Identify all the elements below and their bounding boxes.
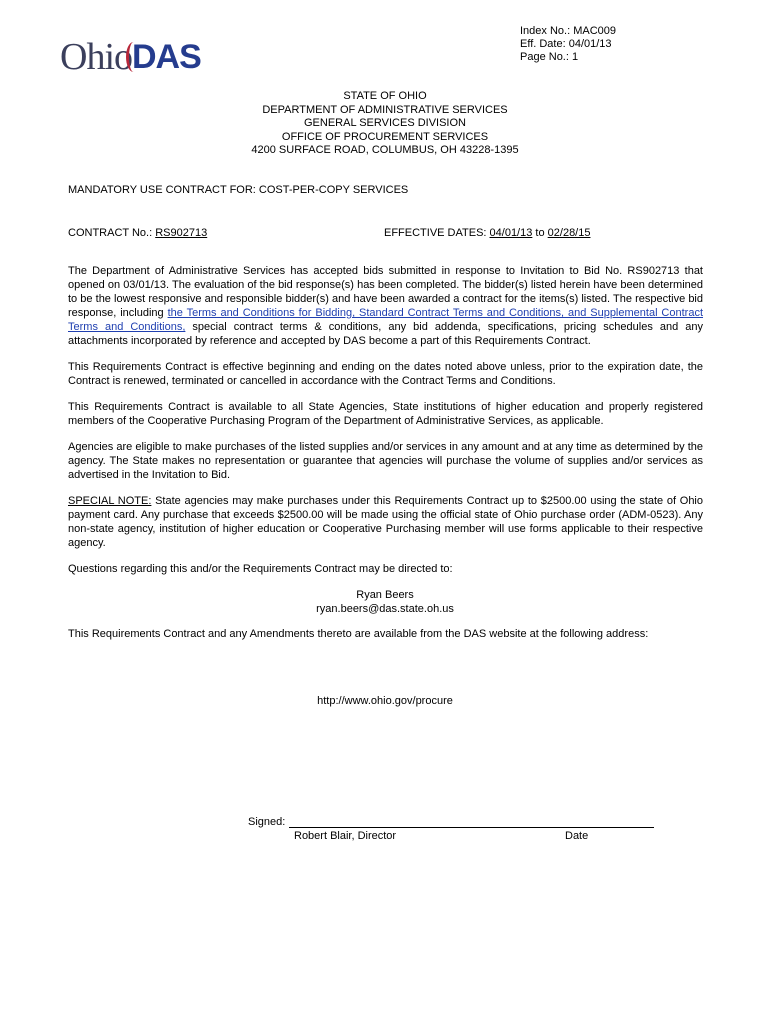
agency-line-department: DEPARTMENT OF ADMINISTRATIVE SERVICES <box>262 103 508 116</box>
effective-end-date: 02/28/15 <box>547 227 591 239</box>
logo-swoosh-icon <box>126 42 141 72</box>
contract-number-value: RS902713 <box>155 227 208 239</box>
paragraph-effective-period: This Requirements Contract is effective beginning and ending on the dates noted above unless, prior to the expiration date, the Contract is renewed, terminated or cancelled in accordance with the Contract Terms and Conditions. <box>68 361 703 387</box>
agency-line-division: GENERAL SERVICES DIVISION <box>304 117 466 130</box>
effective-dates <box>384 227 590 239</box>
contact-name: Ryan Beers <box>356 589 414 601</box>
index-number: Index No.: MAC009 <box>520 25 616 37</box>
contract-number <box>68 227 207 239</box>
logo-das-label: DAS <box>132 38 201 76</box>
ohio-das-logo <box>60 34 201 78</box>
logo-ohio-text: Ohio <box>60 36 132 78</box>
signature-rule <box>289 817 654 828</box>
paragraph-award <box>68 264 703 348</box>
contract-number-label: CONTRACT No.: <box>68 227 156 239</box>
logo-das-text <box>132 38 201 76</box>
contact-block <box>0 588 770 616</box>
signature-date-label: Date <box>565 830 589 842</box>
paragraph-award-rest: special contract terms & conditions, any bid addenda, specifications, pricing schedules and any attachments incorporated by reference and accepted by DAS become a part of this Requirements Contract. <box>68 321 703 347</box>
contact-email: ryan.beers@das.state.oh.us <box>316 603 454 615</box>
signature-line <box>248 816 654 828</box>
agency-line-address: 4200 SURFACE ROAD, COLUMBUS, OH 43228-1395 <box>251 144 519 157</box>
signed-label: Signed: <box>248 816 286 828</box>
special-note-text: State agencies may make purchases under this Requirements Contract up to $2500.00 using the state of Ohio payment card. Any purchase that exceeds $2500.00 will be made using the official state of Ohio purchase order (ADM-0523). Any non-state agency, institution of higher education or Cooperative Purchasing member will use forms applicable to their respective agency. <box>68 495 703 549</box>
paragraph-availability-agencies: This Requirements Contract is available to all State Agencies, State institutions of higher education and properly registered members of the Cooperative Purchasing Program of the Department of Administrative Services, as applicable. <box>68 401 703 427</box>
paragraph-questions: Questions regarding this and/or the Requirements Contract may be directed to: <box>68 563 453 575</box>
effective-date: Eff. Date: 04/01/13 <box>520 38 612 50</box>
paragraph-website: This Requirements Contract and any Amendments thereto are available from the DAS website at the following address: <box>68 628 649 640</box>
paragraph-eligibility: Agencies are eligible to make purchases of the listed supplies and/or services in any amount and at any time as determined by the agency. The State makes no representation or guarantee that agencies will purchase the volume of supplies and/or services as advertised in the Invitation to Bid. <box>68 441 703 481</box>
document-index-block <box>520 25 616 64</box>
agency-address-block <box>0 90 770 158</box>
contract-type-heading: MANDATORY USE CONTRACT FOR: COST-PER-COPY SERVICES <box>68 184 409 196</box>
agency-line-office: OFFICE OF PROCUREMENT SERVICES <box>281 130 489 143</box>
effective-dates-label: EFFECTIVE DATES: <box>384 227 490 239</box>
effective-start-date: 04/01/13 <box>489 227 533 239</box>
procurement-url: http://www.ohio.gov/procure <box>317 695 453 707</box>
paragraph-award-intro: The Department of Administrative Services has accepted bids submitted in response to Invitation to Bid No. RS902713 that opened on 03/01/13. The evaluation of the bid response(s) has been completed. The bidder(s) listed herein have been determined to be the lowest responsive and responsible bidder(s) and have been awarded a contract for the items(s) listed. The respective bid response, including <box>68 265 703 319</box>
terms-conditions-link[interactable]: the Terms and Conditions for Bidding, Standard Contract Terms and Conditions, and Supplemental Contract Terms and Conditions, <box>68 307 704 333</box>
signer-name: Robert Blair, Director <box>294 830 397 842</box>
effective-to-text: to <box>532 227 548 239</box>
paragraph-special-note <box>68 494 703 550</box>
page-number: Page No.: 1 <box>520 51 579 63</box>
special-note-label: SPECIAL NOTE: <box>68 495 152 507</box>
agency-line-state: STATE OF OHIO <box>343 90 427 102</box>
